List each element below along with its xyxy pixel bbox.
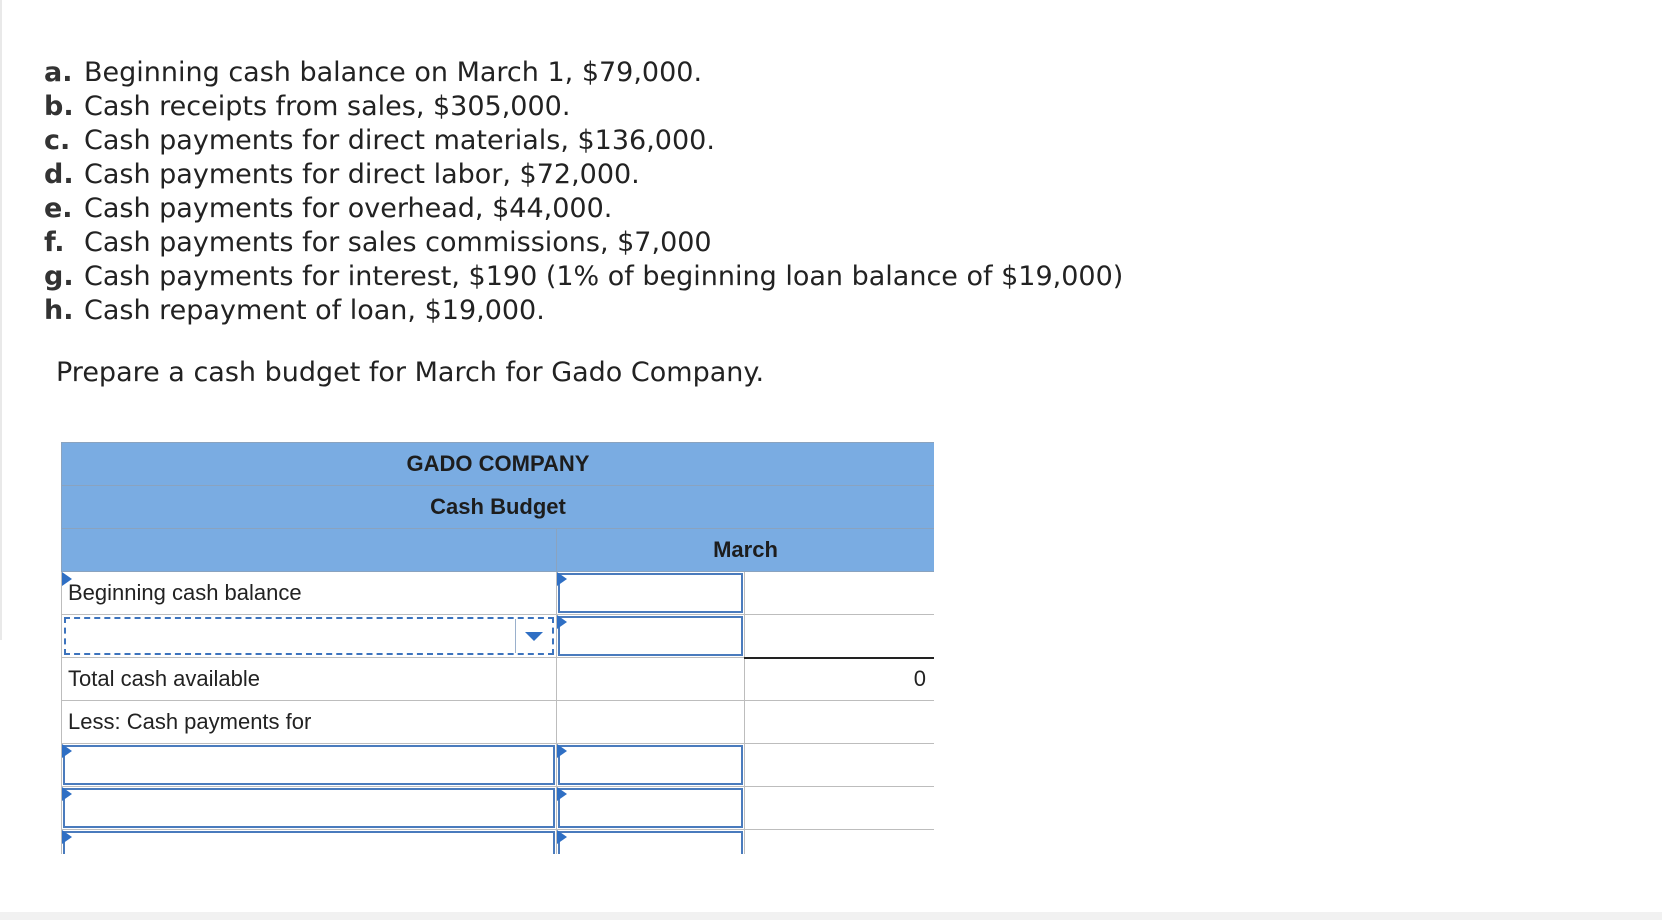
entry-flag-icon <box>557 572 567 586</box>
payment-amount-cell <box>557 744 745 787</box>
blank-header-cell <box>62 529 557 572</box>
item-letter: g. <box>44 261 74 292</box>
payment-label-input[interactable] <box>65 747 553 783</box>
payment-amount-cell <box>557 787 745 830</box>
payment-amount-input-box <box>558 788 743 828</box>
info-item-f <box>44 226 1123 260</box>
bottom-edge-rule <box>0 912 1662 920</box>
total-cash-label: Total cash available <box>68 666 261 691</box>
table-row <box>62 744 935 787</box>
payment-label-input-box <box>63 745 555 785</box>
beginning-balance-input-box <box>558 573 743 613</box>
company-header-row <box>62 443 935 486</box>
payment-total-cell <box>745 830 935 855</box>
item-text: Cash payments for direct labor, $72,000. <box>84 159 640 190</box>
table-row <box>62 658 935 701</box>
item-letter: a. <box>44 57 73 88</box>
receipts-amount-cell <box>557 615 745 658</box>
column-header-row <box>62 529 935 572</box>
payment-total-cell <box>745 787 935 830</box>
table-row <box>62 830 935 855</box>
item-letter: d. <box>44 159 74 190</box>
entry-flag-icon <box>62 572 72 586</box>
item-letter: e. <box>44 193 73 224</box>
table-row <box>62 615 935 658</box>
payment-label-cell <box>62 744 557 787</box>
payment-amount-input-box <box>558 745 743 785</box>
payment-label-input[interactable] <box>65 833 553 854</box>
info-item-e <box>44 192 1123 226</box>
less-payments-total-cell <box>745 701 935 744</box>
entry-flag-icon <box>557 744 567 758</box>
beginning-balance-amount-cell <box>557 572 745 615</box>
item-text: Cash payments for sales commissions, $7,000 <box>84 227 712 258</box>
entry-flag-icon <box>557 615 567 629</box>
less-payments-label: Less: Cash payments for <box>68 709 312 734</box>
info-item-b <box>44 90 1123 124</box>
beginning-balance-label: Beginning cash balance <box>68 580 302 605</box>
entry-flag-icon <box>557 787 567 801</box>
beginning-balance-input[interactable] <box>560 575 741 611</box>
company-name: GADO COMPANY <box>62 443 935 486</box>
total-cash-label-cell <box>62 658 557 701</box>
payment-amount-input[interactable] <box>560 833 741 854</box>
receipts-dropdown[interactable] <box>64 617 554 655</box>
table-row <box>62 572 935 615</box>
table-row <box>62 787 935 830</box>
item-text: Cash payments for overhead, $44,000. <box>84 193 613 224</box>
payment-amount-cell <box>557 830 745 855</box>
info-item-a <box>44 56 1123 90</box>
less-payments-label-cell <box>62 701 557 744</box>
beginning-balance-label-cell <box>62 572 557 615</box>
info-item-g <box>44 260 1123 294</box>
instruction-text: Prepare a cash budget for March for Gado Company. <box>56 357 765 388</box>
payment-amount-input[interactable] <box>560 790 741 826</box>
info-item-c <box>44 124 1123 158</box>
entry-flag-icon <box>62 830 72 844</box>
payment-label-cell <box>62 830 557 855</box>
receipts-select-cell <box>62 615 557 658</box>
receipts-total-cell <box>745 615 935 658</box>
payment-label-input-box <box>63 788 555 828</box>
payment-total-cell <box>745 744 935 787</box>
item-letter: h. <box>44 295 74 326</box>
entry-flag-icon <box>62 744 72 758</box>
entry-flag-icon <box>62 787 72 801</box>
payment-label-cell <box>62 787 557 830</box>
item-text: Cash repayment of loan, $19,000. <box>84 295 545 326</box>
chevron-down-icon <box>525 632 543 641</box>
payment-label-input-box <box>63 831 555 854</box>
cash-budget-worksheet <box>61 442 934 854</box>
table-row <box>62 701 935 744</box>
total-cash-value: 0 <box>745 658 935 701</box>
cash-budget-table <box>61 442 934 854</box>
title-header-row <box>62 486 935 529</box>
dropdown-toggle[interactable] <box>515 619 552 653</box>
budget-title: Cash Budget <box>62 486 935 529</box>
month-header: March <box>557 529 935 572</box>
item-text: Cash payments for direct materials, $136,000. <box>84 125 715 156</box>
left-edge-rule <box>0 0 2 640</box>
total-cash-amount-cell <box>557 658 745 701</box>
item-text: Cash receipts from sales, $305,000. <box>84 91 571 122</box>
less-payments-amount-cell <box>557 701 745 744</box>
info-item-h <box>44 294 1123 328</box>
payment-amount-input-box <box>558 831 743 854</box>
receipts-input[interactable] <box>560 618 741 654</box>
item-letter: c. <box>44 125 71 156</box>
payment-label-input[interactable] <box>65 790 553 826</box>
item-letter: b. <box>44 91 74 122</box>
item-text: Beginning cash balance on March 1, $79,000. <box>84 57 703 88</box>
receipts-input-box <box>558 616 743 656</box>
given-information-list <box>44 56 1123 328</box>
item-text: Cash payments for interest, $190 (1% of beginning loan balance of $19,000) <box>84 261 1124 292</box>
payment-amount-input[interactable] <box>560 747 741 783</box>
item-letter: f. <box>44 227 65 258</box>
entry-flag-icon <box>557 830 567 844</box>
info-item-d <box>44 158 1123 192</box>
beginning-balance-total-cell <box>745 572 935 615</box>
